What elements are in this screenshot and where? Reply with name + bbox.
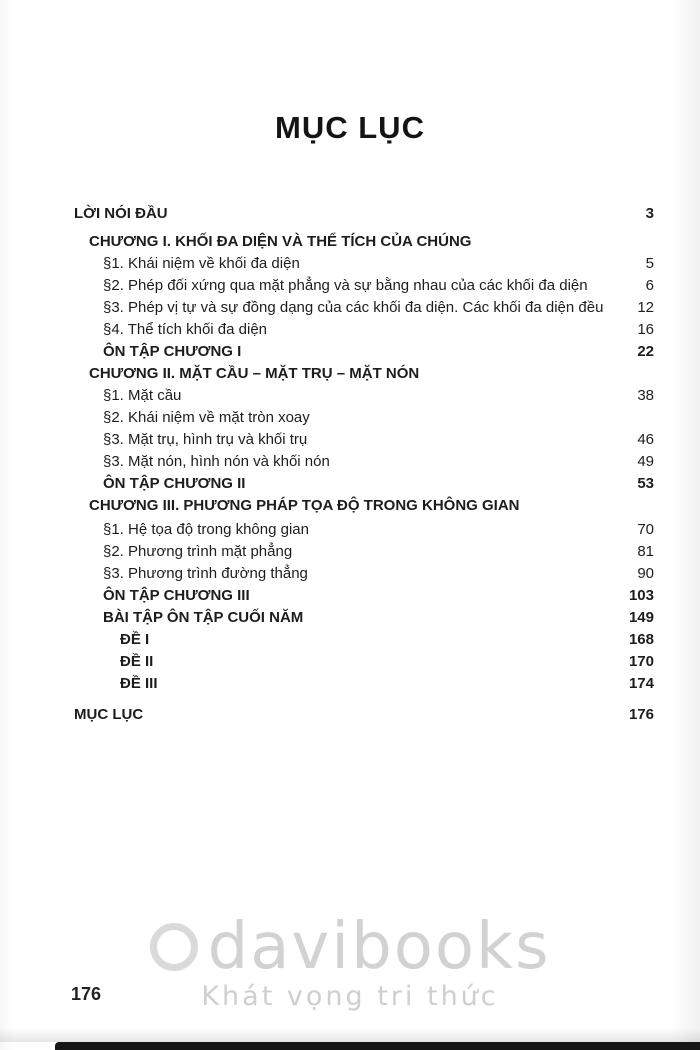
toc-entry-label: §3. Phương trình đường thẳng	[103, 565, 308, 582]
ring-icon	[150, 923, 198, 971]
toc-entry-page: 49	[637, 453, 654, 470]
toc-row	[74, 341, 654, 363]
toc-entry-label: §3. Phép vị tự và sự đồng dạng của các khối đa diện. Các khối đa diện đều	[103, 299, 604, 316]
toc-entry-page: 170	[628, 653, 654, 670]
toc-row	[74, 563, 654, 585]
toc-entry-page: 103	[628, 587, 654, 604]
toc-entry-page: 16	[637, 321, 654, 338]
toc-entry-label: §2. Phương trình mặt phẳng	[103, 543, 293, 560]
toc-entry-page: 149	[628, 609, 654, 626]
toc-entry-page: 81	[637, 543, 654, 560]
toc-entry-page: 38	[637, 387, 654, 404]
toc-entry-page: 5	[645, 255, 654, 272]
toc-row	[74, 673, 654, 695]
toc-entry-label: ĐỀ III	[120, 675, 158, 692]
scan-edge-bar	[55, 1042, 700, 1050]
toc-row	[74, 429, 654, 451]
toc-row	[74, 253, 654, 275]
toc-row	[74, 203, 654, 225]
toc-entry-label: §3. Mặt nón, hình nón và khối nón	[103, 453, 330, 470]
toc-entry-page: 3	[645, 205, 654, 222]
toc-row	[74, 585, 654, 607]
toc-entry-page: 22	[637, 343, 654, 360]
toc-entry-label: MỤC LỤC	[74, 706, 144, 723]
toc-entry-page: 90	[637, 565, 654, 582]
toc-row	[74, 385, 654, 407]
toc-row	[74, 629, 654, 651]
toc-entry-label: §1. Mặt cầu	[103, 387, 182, 404]
toc-row	[74, 451, 654, 473]
toc-row	[74, 607, 654, 629]
toc-row	[74, 231, 654, 253]
toc-row	[74, 275, 654, 297]
toc-entry-label: §3. Mặt trụ, hình trụ và khối trụ	[103, 431, 308, 448]
toc-entry-page: 12	[637, 299, 654, 316]
toc-entry-label: ÔN TẬP CHƯƠNG II	[103, 475, 246, 492]
watermark-slogan: Khát vọng tri thức	[201, 981, 499, 1012]
toc-entry-page: 168	[628, 631, 654, 648]
toc-row	[74, 704, 654, 726]
toc-entry-label: ĐỀ II	[120, 653, 154, 670]
toc-row	[74, 407, 654, 429]
toc-entry-label: ĐỀ I	[120, 631, 150, 648]
toc-row	[74, 495, 654, 517]
page-title: MỤC LỤC	[275, 110, 425, 145]
toc-list	[74, 203, 654, 726]
toc-entry-label: ÔN TẬP CHƯƠNG I	[103, 343, 242, 360]
toc-entry-label: §2. Phép đối xứng qua mặt phẳng và sự bằng nhau của các khối đa diện	[103, 277, 588, 294]
toc-entry-label: §1. Khái niệm về khối đa diện	[103, 255, 300, 272]
toc-entry-label: §1. Hệ tọa độ trong không gian	[103, 521, 309, 538]
toc-entry-page: 70	[637, 521, 654, 538]
toc-entry-page: 174	[628, 675, 654, 692]
toc-entry-label: CHƯƠNG I. KHỐI ĐA DIỆN VÀ THỂ TÍCH CỦA CHÚNG	[89, 233, 472, 250]
toc-entry-label: ÔN TẬP CHƯƠNG III	[103, 587, 250, 604]
toc-row	[74, 651, 654, 673]
toc-entry-label: §4. Thể tích khối đa diện	[103, 321, 268, 338]
toc-row	[74, 519, 654, 541]
toc-row	[74, 541, 654, 563]
toc-row	[74, 297, 654, 319]
toc-entry-label: LỜI NÓI ĐẦU	[74, 205, 168, 222]
toc-entry-label: CHƯƠNG III. PHƯƠNG PHÁP TỌA ĐỘ TRONG KHÔNG GIAN	[89, 497, 520, 514]
toc-entry-page: 46	[637, 431, 654, 448]
toc-entry-page: 176	[628, 706, 654, 723]
toc-row	[74, 363, 654, 385]
watermark	[0, 910, 700, 1012]
corner-page-number: 176	[71, 984, 102, 1004]
watermark-brand: davibooks	[207, 910, 551, 984]
toc-entry-page: 53	[637, 475, 654, 492]
toc-row	[74, 319, 654, 341]
scan-shadow	[0, 1028, 700, 1042]
toc-entry-label: §2. Khái niệm về mặt tròn xoay	[103, 409, 310, 426]
toc-entry-label: BÀI TẬP ÔN TẬP CUỐI NĂM	[103, 609, 304, 626]
toc-entry-label: CHƯƠNG II. MẶT CẦU – MẶT TRỤ – MẶT NÓN	[89, 365, 420, 382]
toc-entry-page: 6	[645, 277, 654, 294]
toc-row	[74, 473, 654, 495]
